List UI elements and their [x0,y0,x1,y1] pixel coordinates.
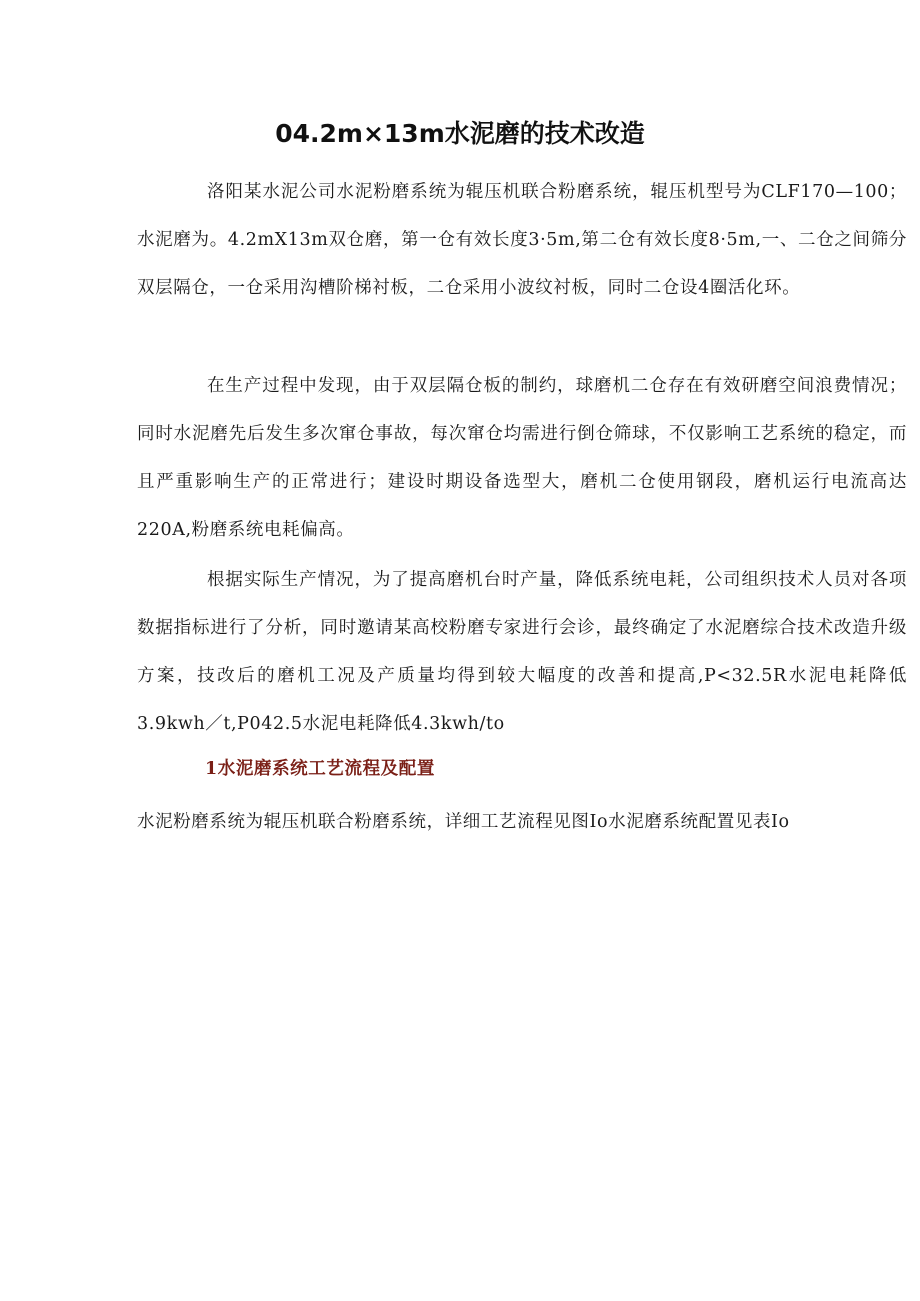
section-heading: 1水泥磨系统工艺流程及配置 [205,759,435,779]
body-paragraph: 洛阳某水泥公司水泥粉磨系统为辊压机联合粉磨系统，辊压机型号为CLF170—100；水泥磨为。4.2mX13m双仓磨，第一仓有效长度3·5m,第二仓有效长度8·5m,一、二仓之间筛分双层隔仓，一仓采用沟槽阶梯衬板，二仓采用小波纹衬板，同时二仓设4圈活化环。 [137,182,907,298]
body-paragraph: 在生产过程中发现，由于双层隔仓板的制约，球磨机二仓存在有效研磨空间浪费情况；同时水泥磨先后发生多次窜仓事故，每次窜仓均需进行倒仓筛球，不仅影响工艺系统的稳定，而且严重影响生产的正常进行；建设时期设备选型大，磨机二仓使用钢段，磨机运行电流高达220A,粉磨系统电耗偏高。 [137,376,907,540]
body-paragraph: 根据实际生产情况，为了提高磨机台时产量，降低系统电耗，公司组织技术人员对各项数据指标进行了分析，同时邀请某高校粉磨专家进行会诊，最终确定了水泥磨综合技术改造升级方案，技改后的磨机工况及产质量均得到较大幅度的改善和提高,P<32.5R水泥电耗降低3.9kwh／t,P042.5水泥电耗降低4.3kwh/to [137,570,907,734]
document-title: 04.2m×13m水泥磨的技术改造 [275,119,645,148]
section-paragraph: 水泥粉磨系统为辊压机联合粉磨系统，详细工艺流程见图Io水泥磨系统配置见表Io [137,812,790,832]
